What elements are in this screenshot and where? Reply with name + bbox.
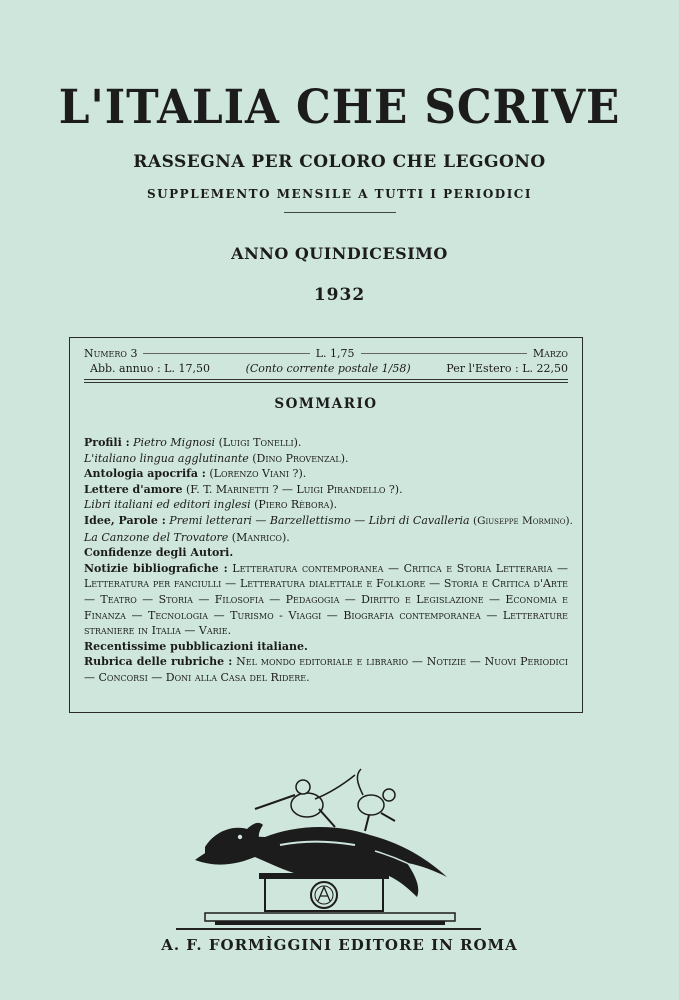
toc-author: (Manrico). [231, 530, 290, 544]
toc-author: (Piero Rèbora). [254, 498, 338, 512]
toc-text: Letteratura contemporanea — Critica e Storia Letteraria — Letteratura per fanciulli — Letteratura dialettale e Folklore — Storia e Critica d'Arte — Teatro — Storia — Filosofia — Pedagogia — Diritto e Legislazione — Economia e Finanza — Tecnologia — Turismo - Viaggi — Biografia contemporanea — Letterature straniere in Italia — Varie. [84, 561, 568, 638]
toc-author: (F. T. Marinetti ? — Luigi Pirandello ?). [185, 482, 403, 496]
toc-entry [84, 654, 568, 685]
double-divider [84, 379, 568, 383]
toc-entry [84, 466, 568, 482]
toc-title: Premi letterari [169, 513, 252, 527]
toc-title: L'italiano lingua agglutinante [84, 451, 249, 465]
table-of-contents [84, 435, 573, 686]
toc-label: Profili : [84, 436, 130, 449]
toc-title: Barzellettismo [269, 513, 351, 527]
toc-title: La Canzone del Trovatore [84, 530, 229, 544]
toc-label: Confidenze degli Autori. [84, 546, 234, 560]
masthead-title: L'ITALIA CHE SCRIVE [58, 80, 621, 135]
tagline: RASSEGNA PER COLORO CHE LEGGONO [133, 152, 546, 172]
issue-number: Numero 3 [84, 347, 138, 360]
dash-rule [361, 353, 527, 354]
publisher-rule [176, 928, 481, 930]
issue-month: Marzo [532, 347, 568, 360]
subtagline: SUPPLEMENTO MENSILE A TUTTI I PERIODICI [147, 187, 532, 201]
toc-title: Libri di Cavalleria [368, 513, 470, 527]
toc-label: Antologia apocrifa : [84, 467, 206, 481]
toc-label: Recentissime pubblicazioni italiane. [84, 639, 308, 653]
toc-label: Notizie bibliografiche : [84, 561, 228, 575]
issue-info-row [84, 347, 568, 360]
toc-separator: — [354, 513, 366, 527]
publisher-imprint: A. F. FORMÌGGINI EDITORE IN ROMA [161, 936, 518, 954]
toc-title: Pietro Mignosi [133, 436, 216, 449]
toc-entry [84, 639, 568, 655]
sommario-heading: SOMMARIO [274, 396, 378, 412]
volume-label: ANNO QUINDICESIMO [231, 244, 448, 263]
toc-author: (Dino Provenzal). [252, 451, 349, 465]
foreign-price: Per l'Estero : L. 22,50 [446, 362, 568, 375]
toc-entry [84, 513, 573, 530]
toc-label: Idee, Parole : [84, 513, 166, 527]
toc-entry [84, 561, 568, 639]
toc-author: (Giuseppe Mormino). [473, 514, 573, 527]
toc-entry [84, 545, 568, 561]
toc-author: (Luigi Tonelli). [218, 436, 302, 449]
year-label: 1932 [313, 285, 366, 305]
toc-author: (Lorenzo Viani ?). [209, 467, 307, 481]
subscription-row [84, 362, 568, 375]
toc-title: Libri italiani ed editori inglesi [84, 498, 251, 512]
toc-label: Rubrica delle rubriche : [84, 655, 233, 669]
subscription-price: Abb. annuo : L. 17,50 [90, 362, 210, 375]
toc-entry [84, 497, 568, 513]
toc-entry [84, 482, 568, 498]
postal-account: (Conto corrente postale 1/58) [245, 362, 411, 375]
toc-entry [84, 435, 568, 451]
issue-price: L. 1,75 [315, 347, 355, 360]
toc-entry [84, 451, 568, 467]
toc-separator: — [255, 513, 267, 527]
dash-rule [143, 353, 309, 354]
publisher-emblem-icon [185, 765, 475, 935]
toc-entry [84, 530, 568, 546]
toc-label: Lettere d'amore [84, 482, 183, 496]
contents-box [69, 337, 583, 713]
divider [284, 212, 396, 213]
toc-text: Nel mondo editoriale e librario — Notizie — Nuovi Periodici — Concorsi — Doni alla Casa del Ridere. [84, 655, 568, 684]
